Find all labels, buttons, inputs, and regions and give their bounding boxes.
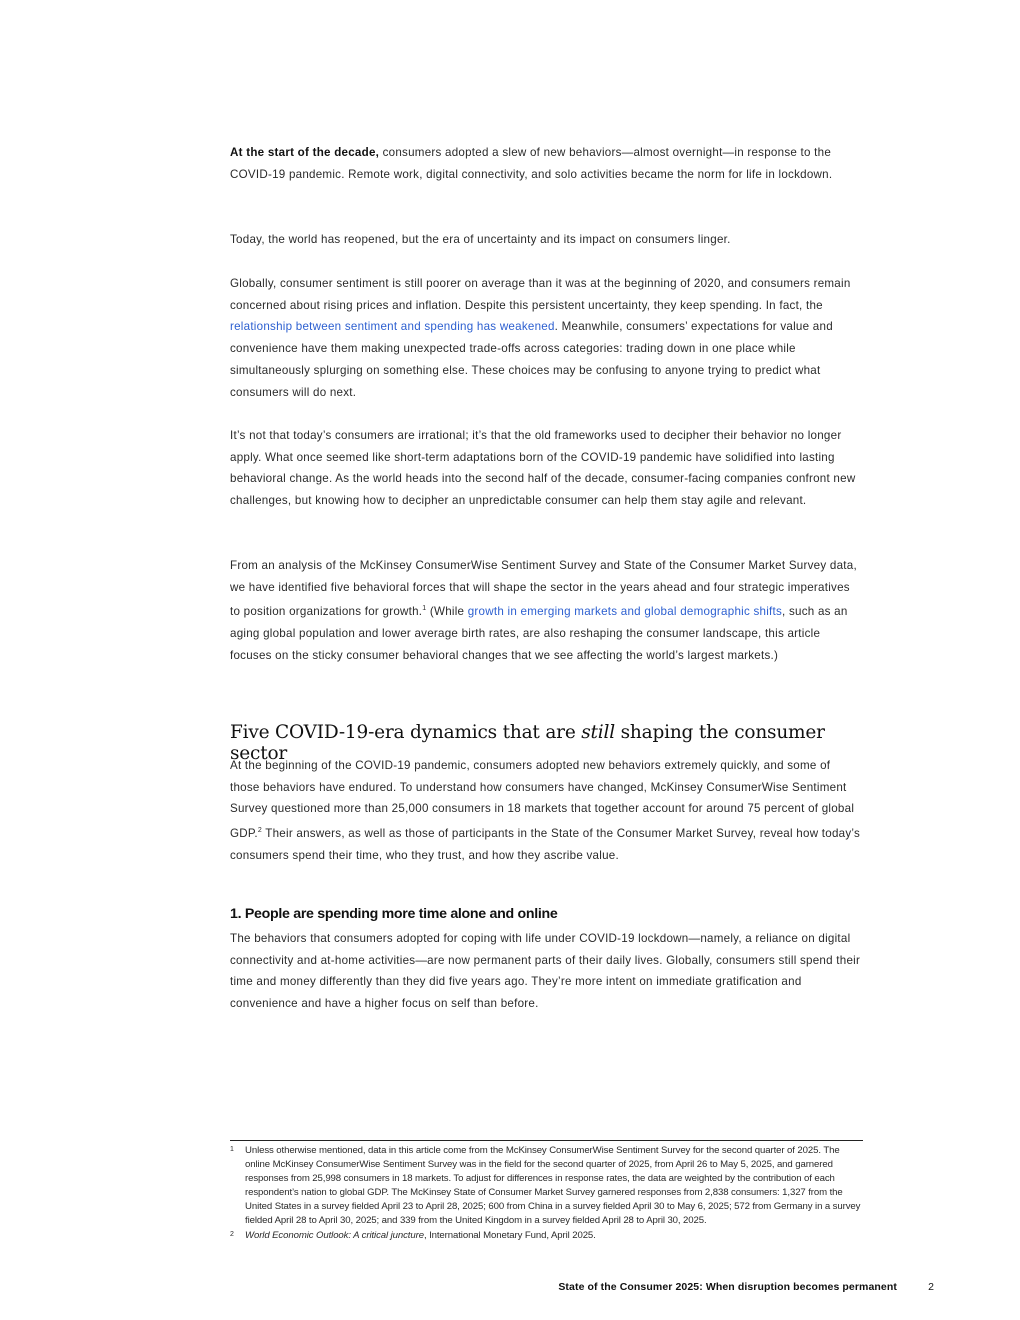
footnote-2-text: , International Monetary Fund, April 2025.: [423, 1229, 596, 1241]
paragraph-frameworks: It’s not that today’s consumers are irrational; it’s that the old frameworks used to decipher their behavior no longer apply. What once seemed like short-term adaptations born of the COVID-19 pandemic have solidified into lasting behavioral change. As the world heads into the second half of the decade, consumer-facing companies confront new challenges, but knowing how to decipher an unpredictable consumer can help them stay agile and relevant.: [230, 429, 856, 508]
analysis-text-a: From an analysis of the McKinsey ConsumerWise Sentiment Survey and State of the Consumer Market Survey data, we have identified five behavioral forces that will shape the sector in the years ahead and four strategic imperatives to position organizations for growth.: [230, 559, 857, 619]
sentiment-spending-link[interactable]: relationship between sentiment and spending has weakened: [230, 320, 555, 334]
page-footer: [540, 1281, 940, 1295]
page-number: 2: [928, 1281, 934, 1293]
intro-lead: At the start of the decade,: [230, 146, 380, 159]
footnote-2-mark: 2: [230, 1230, 234, 1238]
footnote-ref-2[interactable]: 2: [257, 827, 263, 835]
footnote-1-text: Unless otherwise mentioned, data in this article come from the McKinsey ConsumerWise Sentiment Survey for the second quarter of 2025. The online McKinsey ConsumerWise Sentiment Survey was in the field for the second quarter of 2025, from April 26 to May 5, 2025, and garnered responses from 25,998 consumers in 18 markets. To adjust for differences in response rates, the data are weighted by the contribution of each respondent’s nation to global GDP. The McKinsey State of Consumer Market Survey garnered responses from 2,838 consumers: 1,327 from the United States in a survey fielded April 23 to April 28, 2025; 600 from China in a survey fielded April 30 to May 6, 2025; 572 from Germany in a survey fielded April 28 to April 30, 2025; and 339 from the United Kingdom in a survey fielded April 28 to April 30, 2025.: [245, 1145, 861, 1227]
section-text-b: Their answers, as well as those of participants in the State of the Consumer Market Survey, reveal how today’s consumers spend their time, who they trust, and how they ascribe value.: [230, 826, 861, 862]
footnote-divider: [230, 1140, 863, 1141]
footnote-2: [230, 1229, 863, 1243]
paragraph-section-intro: [230, 755, 862, 866]
subsection-heading: 1. People are spending more time alone and online: [230, 906, 558, 922]
intro-paragraph: [230, 142, 862, 185]
section-heading-emphasis: still: [581, 722, 615, 743]
footnote-2-source-title: World Economic Outlook: A critical juncture: [245, 1229, 424, 1241]
paragraph-reopened: Today, the world has reopened, but the era of uncertainty and its impact on consumers linger.: [230, 233, 731, 246]
section-text-a: At the beginning of the COVID-19 pandemic, consumers adopted new behaviors extremely quickly, and some of those behaviors have endured. To understand how consumers have changed, McKinsey ConsumerWise Sentiment Survey questioned more than 25,000 consumers in 18 markets that together account for around 75 percent of global GDP.: [230, 759, 855, 840]
sentiment-text-a: Globally, consumer sentiment is still poorer on average than it was at the beginning of 2020, and consumers remain concerned about rising prices and inflation. Despite this persistent uncertainty, they keep spending. In fact, the: [230, 277, 851, 312]
analysis-text-c: , such as an aging global population and lower average birth rates, are also reshaping the consumer landscape, this article focuses on the sticky consumer behavioral changes that we see affecting the world’s largest markets.): [230, 605, 848, 662]
footnote-ref-1[interactable]: 1: [422, 605, 427, 613]
emerging-markets-link[interactable]: growth in emerging markets and global demographic shifts: [467, 605, 783, 619]
footnote-1: [230, 1144, 863, 1229]
footer-title: State of the Consumer 2025: When disruption becomes permanent: [558, 1281, 897, 1293]
sentiment-text-b: . Meanwhile, consumers’ expectations for value and convenience have them making unexpected trade-offs across categories: trading down in one place while simultaneously splurging on something else. These choices may be confusing to anyone trying to predict what consumers will do next.: [230, 320, 833, 399]
paragraph-analysis: [230, 555, 862, 666]
intro-text: consumers adopted a slew of new behaviors—almost overnight—in response to the COVID-19 pandemic. Remote work, digital connectivity, and solo activities became the norm for life in lockdown.: [230, 146, 833, 181]
section-heading-a: Five COVID-19-era dynamics that are: [230, 722, 582, 743]
paragraph-alone-online: The behaviors that consumers adopted for coping with life under COVID-19 lockdown—namely, a reliance on digital connectivity and at-home activities—are now permanent parts of their daily lives. Globally, consumers still spend their time and money differently than they did five years ago. They’re more intent on immediate gratification and convenience and have a higher focus on self than before.: [230, 932, 861, 1011]
paragraph-sentiment: [230, 273, 862, 403]
section-heading-b: shaping the consumer sector: [230, 722, 825, 764]
footnotes: [230, 1144, 863, 1243]
analysis-text-b: (While: [426, 605, 468, 619]
footnote-1-mark: 1: [230, 1146, 234, 1153]
